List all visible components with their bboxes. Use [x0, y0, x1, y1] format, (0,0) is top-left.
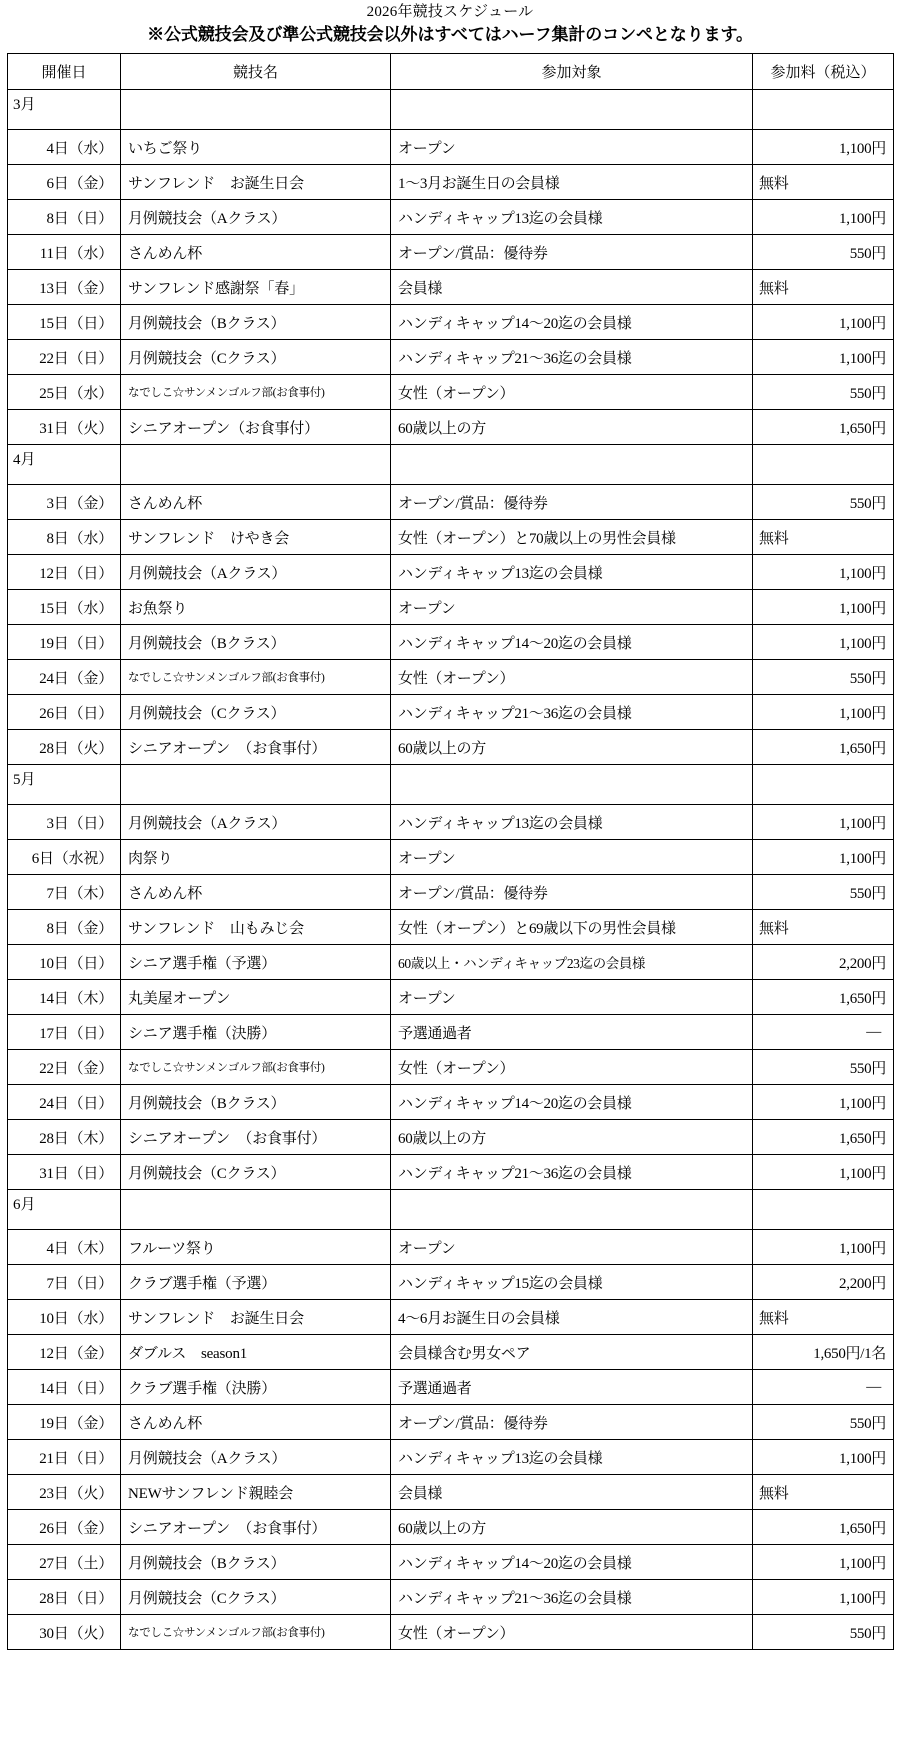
event-fee: 無料: [753, 520, 894, 555]
event-date: 31日（日）: [8, 1155, 121, 1190]
event-date: 8日（水）: [8, 520, 121, 555]
event-name: なでしこ☆サンメンゴルフ部(お食事付): [121, 375, 391, 410]
event-name: ダブルス season1: [121, 1335, 391, 1370]
column-header-date: 開催日: [8, 54, 121, 90]
event-name: 月例競技会（Aクラス）: [121, 1440, 391, 1475]
month-label: 6月: [8, 1190, 121, 1230]
event-date: 3日（金）: [8, 485, 121, 520]
event-fee: 550円: [753, 375, 894, 410]
event-fee: 550円: [753, 1050, 894, 1085]
event-date: 7日（木）: [8, 875, 121, 910]
table-row: [8, 1085, 894, 1120]
event-fee: 550円: [753, 485, 894, 520]
event-name: シニアオープン （お食事付）: [121, 1120, 391, 1155]
event-target: 女性（オープン）と69歳以下の男性会員様: [391, 910, 753, 945]
table-row: [8, 1545, 894, 1580]
month-header-row: [8, 445, 894, 485]
table-row: [8, 520, 894, 555]
event-fee: 1,100円: [753, 1085, 894, 1120]
event-date: 24日（日）: [8, 1085, 121, 1120]
event-date: 30日（火）: [8, 1615, 121, 1650]
event-name: シニア選手権（予選）: [121, 945, 391, 980]
event-fee: 1,100円: [753, 1545, 894, 1580]
table-row: [8, 1475, 894, 1510]
event-name: クラブ選手権（決勝）: [121, 1370, 391, 1405]
schedule-note: ※公式競技会及び準公式競技会以外はすべてはハーフ集計のコンペとなります。: [147, 25, 753, 44]
event-date: 14日（木）: [8, 980, 121, 1015]
event-fee: 1,100円: [753, 695, 894, 730]
table-row: [8, 945, 894, 980]
event-date: 28日（日）: [8, 1580, 121, 1615]
event-fee: 2,200円: [753, 1265, 894, 1300]
event-fee: 1,100円: [753, 625, 894, 660]
table-row: [8, 980, 894, 1015]
event-target: オープン: [391, 590, 753, 625]
event-name: サンフレンド 山もみじ会: [121, 910, 391, 945]
event-target: 会員様含む男女ペア: [391, 1335, 753, 1370]
table-row: [8, 1050, 894, 1085]
event-target: ハンディキャップ14～20迄の会員様: [391, 625, 753, 660]
event-name: サンフレンド けやき会: [121, 520, 391, 555]
event-name: 月例競技会（Bクラス）: [121, 1085, 391, 1120]
table-row: [8, 1015, 894, 1050]
event-fee: 1,650円: [753, 1510, 894, 1545]
event-target: 60歳以上の方: [391, 410, 753, 445]
event-date: 10日（水）: [8, 1300, 121, 1335]
event-target: オープン/賞品：優待券: [391, 485, 753, 520]
event-fee: 550円: [753, 660, 894, 695]
month-row-name-cell: [121, 1190, 391, 1230]
table-row: [8, 910, 894, 945]
table-row: [8, 1120, 894, 1155]
event-target: 60歳以上・ハンディキャップ23迄の会員様: [391, 945, 753, 980]
event-date: 22日（日）: [8, 340, 121, 375]
table-row: [8, 305, 894, 340]
event-fee: 無料: [753, 910, 894, 945]
event-fee: 1,650円: [753, 410, 894, 445]
event-name: 月例競技会（Bクラス）: [121, 305, 391, 340]
event-name: 月例競技会（Cクラス）: [121, 1580, 391, 1615]
event-fee: 1,650円: [753, 730, 894, 765]
month-row-fee-cell: [753, 765, 894, 805]
event-date: 24日（金）: [8, 660, 121, 695]
event-target: 60歳以上の方: [391, 1120, 753, 1155]
event-date: 22日（金）: [8, 1050, 121, 1085]
event-target: ハンディキャップ14～20迄の会員様: [391, 1085, 753, 1120]
event-date: 4日（木）: [8, 1230, 121, 1265]
table-row: [8, 875, 894, 910]
event-date: 6日（金）: [8, 165, 121, 200]
event-target: 60歳以上の方: [391, 730, 753, 765]
month-header-row: [8, 765, 894, 805]
event-name: シニアオープン（お食事付）: [121, 410, 391, 445]
table-row: [8, 1440, 894, 1475]
event-name: シニアオープン （お食事付）: [121, 730, 391, 765]
month-row-target-cell: [391, 765, 753, 805]
table-row: [8, 485, 894, 520]
month-row-target-cell: [391, 445, 753, 485]
event-name: サンフレンド感謝祭「春」: [121, 270, 391, 305]
event-fee: 1,100円: [753, 1230, 894, 1265]
table-row: [8, 1335, 894, 1370]
event-name: お魚祭り: [121, 590, 391, 625]
event-target: ハンディキャップ13迄の会員様: [391, 1440, 753, 1475]
event-name: 月例競技会（Aクラス）: [121, 200, 391, 235]
event-date: 31日（火）: [8, 410, 121, 445]
event-target: オープン: [391, 1230, 753, 1265]
table-row: [8, 235, 894, 270]
event-target: オープン/賞品：優待券: [391, 235, 753, 270]
event-fee: 550円: [753, 1405, 894, 1440]
event-target: ハンディキャップ13迄の会員様: [391, 805, 753, 840]
event-date: 19日（金）: [8, 1405, 121, 1440]
event-fee: 無料: [753, 270, 894, 305]
event-target: オープン: [391, 980, 753, 1015]
event-fee: 1,100円: [753, 1155, 894, 1190]
event-fee: 1,100円: [753, 590, 894, 625]
month-label: 4月: [8, 445, 121, 485]
event-date: 13日（金）: [8, 270, 121, 305]
event-name: なでしこ☆サンメンゴルフ部(お食事付): [121, 1050, 391, 1085]
event-date: 14日（日）: [8, 1370, 121, 1405]
month-label: 5月: [8, 765, 121, 805]
event-date: 21日（日）: [8, 1440, 121, 1475]
event-date: 26日（金）: [8, 1510, 121, 1545]
column-header-fee: 参加料（税込）: [753, 54, 894, 90]
event-date: 8日（金）: [8, 910, 121, 945]
event-target: 女性（オープン）: [391, 1615, 753, 1650]
event-name: 月例競技会（Aクラス）: [121, 555, 391, 590]
event-date: 4日（水）: [8, 130, 121, 165]
event-date: 6日（水祝）: [8, 840, 121, 875]
event-target: 予選通過者: [391, 1015, 753, 1050]
event-date: 19日（日）: [8, 625, 121, 660]
event-name: 月例競技会（Bクラス）: [121, 1545, 391, 1580]
event-date: 7日（日）: [8, 1265, 121, 1300]
event-name: 月例競技会（Cクラス）: [121, 695, 391, 730]
event-name: 月例競技会（Cクラス）: [121, 340, 391, 375]
event-target: 女性（オープン）: [391, 660, 753, 695]
event-date: 17日（日）: [8, 1015, 121, 1050]
event-fee: 無料: [753, 1475, 894, 1510]
table-row: [8, 590, 894, 625]
event-fee: 550円: [753, 235, 894, 270]
month-row-fee-cell: [753, 90, 894, 130]
table-row: [8, 660, 894, 695]
event-name: NEWサンフレンド親睦会: [121, 1475, 391, 1510]
table-row: [8, 130, 894, 165]
event-date: 28日（木）: [8, 1120, 121, 1155]
event-fee: 1,100円: [753, 340, 894, 375]
event-name: 肉祭り: [121, 840, 391, 875]
event-name: 月例競技会（Aクラス）: [121, 805, 391, 840]
event-date: 8日（日）: [8, 200, 121, 235]
month-row-target-cell: [391, 90, 753, 130]
event-fee: 1,100円: [753, 200, 894, 235]
schedule-table-container: [0, 47, 900, 1650]
event-name: 月例競技会（Bクラス）: [121, 625, 391, 660]
month-row-fee-cell: [753, 1190, 894, 1230]
event-name: なでしこ☆サンメンゴルフ部(お食事付): [121, 1615, 391, 1650]
table-row: [8, 730, 894, 765]
table-row: [8, 625, 894, 660]
month-header-row: [8, 1190, 894, 1230]
event-name: サンフレンド お誕生日会: [121, 165, 391, 200]
table-row: [8, 1405, 894, 1440]
table-row: [8, 555, 894, 590]
month-label: 3月: [8, 90, 121, 130]
event-target: 女性（オープン）: [391, 1050, 753, 1085]
event-name: さんめん杯: [121, 235, 391, 270]
event-target: 1～3月お誕生日の会員様: [391, 165, 753, 200]
event-date: 3日（日）: [8, 805, 121, 840]
event-name: フルーツ祭り: [121, 1230, 391, 1265]
table-row: [8, 410, 894, 445]
column-header-target: 参加対象: [391, 54, 753, 90]
table-row: [8, 805, 894, 840]
event-target: ハンディキャップ13迄の会員様: [391, 555, 753, 590]
table-header: [8, 54, 894, 90]
event-target: 4～6月お誕生日の会員様: [391, 1300, 753, 1335]
event-date: 10日（日）: [8, 945, 121, 980]
table-row: [8, 1265, 894, 1300]
event-date: 15日（日）: [8, 305, 121, 340]
event-name: なでしこ☆サンメンゴルフ部(お食事付): [121, 660, 391, 695]
event-date: 28日（火）: [8, 730, 121, 765]
event-target: ハンディキャップ15迄の会員様: [391, 1265, 753, 1300]
table-row: [8, 1510, 894, 1545]
table-row: [8, 200, 894, 235]
event-name: さんめん杯: [121, 875, 391, 910]
table-row: [8, 1300, 894, 1335]
table-row: [8, 375, 894, 410]
event-target: オープン: [391, 130, 753, 165]
event-fee: 無料: [753, 1300, 894, 1335]
event-name: サンフレンド お誕生日会: [121, 1300, 391, 1335]
month-row-name-cell: [121, 765, 391, 805]
event-target: 予選通過者: [391, 1370, 753, 1405]
event-date: 23日（火）: [8, 1475, 121, 1510]
table-body: [8, 90, 894, 1650]
event-fee: ―: [753, 1015, 894, 1050]
event-date: 11日（水）: [8, 235, 121, 270]
event-target: ハンディキャップ21～36迄の会員様: [391, 1155, 753, 1190]
month-row-target-cell: [391, 1190, 753, 1230]
event-fee: 1,100円: [753, 555, 894, 590]
event-fee: 1,100円: [753, 840, 894, 875]
table-row: [8, 165, 894, 200]
table-row: [8, 1615, 894, 1650]
event-target: ハンディキャップ21～36迄の会員様: [391, 340, 753, 375]
event-date: 26日（日）: [8, 695, 121, 730]
event-target: ハンディキャップ14～20迄の会員様: [391, 1545, 753, 1580]
event-fee: 1,100円: [753, 1440, 894, 1475]
event-target: 会員様: [391, 1475, 753, 1510]
event-fee: 550円: [753, 875, 894, 910]
event-date: 27日（土）: [8, 1545, 121, 1580]
event-name: さんめん杯: [121, 485, 391, 520]
event-name: 丸美屋オープン: [121, 980, 391, 1015]
table-row: [8, 1230, 894, 1265]
event-date: 12日（金）: [8, 1335, 121, 1370]
event-target: 60歳以上の方: [391, 1510, 753, 1545]
event-fee: 1,100円: [753, 805, 894, 840]
event-date: 25日（水）: [8, 375, 121, 410]
month-row-fee-cell: [753, 445, 894, 485]
event-fee: 無料: [753, 165, 894, 200]
event-target: オープン/賞品：優待券: [391, 875, 753, 910]
column-header-name: 競技名: [121, 54, 391, 90]
table-row: [8, 840, 894, 875]
event-target: ハンディキャップ21～36迄の会員様: [391, 1580, 753, 1615]
event-target: ハンディキャップ21～36迄の会員様: [391, 695, 753, 730]
table-row: [8, 340, 894, 375]
competition-schedule-table: [7, 53, 894, 1650]
event-target: ハンディキャップ13迄の会員様: [391, 200, 753, 235]
event-fee: ―: [753, 1370, 894, 1405]
event-target: ハンディキャップ14～20迄の会員様: [391, 305, 753, 340]
event-target: 女性（オープン）と70歳以上の男性会員様: [391, 520, 753, 555]
event-fee: 1,650円: [753, 1120, 894, 1155]
table-header-row: [8, 54, 894, 90]
event-target: 女性（オープン）: [391, 375, 753, 410]
page-title: 2026年競技スケジュール: [366, 4, 534, 20]
event-date: 12日（日）: [8, 555, 121, 590]
event-name: シニアオープン （お食事付）: [121, 1510, 391, 1545]
event-fee: 2,200円: [753, 945, 894, 980]
event-target: オープン: [391, 840, 753, 875]
event-fee: 1,100円: [753, 305, 894, 340]
table-row: [8, 1580, 894, 1615]
month-header-row: [8, 90, 894, 130]
event-name: いちご祭り: [121, 130, 391, 165]
table-row: [8, 270, 894, 305]
event-fee: 1,100円: [753, 130, 894, 165]
table-row: [8, 695, 894, 730]
event-target: 会員様: [391, 270, 753, 305]
event-fee: 1,100円: [753, 1580, 894, 1615]
table-row: [8, 1155, 894, 1190]
event-name: クラブ選手権（予選）: [121, 1265, 391, 1300]
event-target: オープン/賞品：優待券: [391, 1405, 753, 1440]
month-row-name-cell: [121, 445, 391, 485]
table-row: [8, 1370, 894, 1405]
month-row-name-cell: [121, 90, 391, 130]
event-date: 15日（水）: [8, 590, 121, 625]
event-fee: 1,650円/1名: [753, 1335, 894, 1370]
event-name: さんめん杯: [121, 1405, 391, 1440]
event-fee: 1,650円: [753, 980, 894, 1015]
event-name: シニア選手権（決勝）: [121, 1015, 391, 1050]
event-name: 月例競技会（Cクラス）: [121, 1155, 391, 1190]
event-fee: 550円: [753, 1615, 894, 1650]
